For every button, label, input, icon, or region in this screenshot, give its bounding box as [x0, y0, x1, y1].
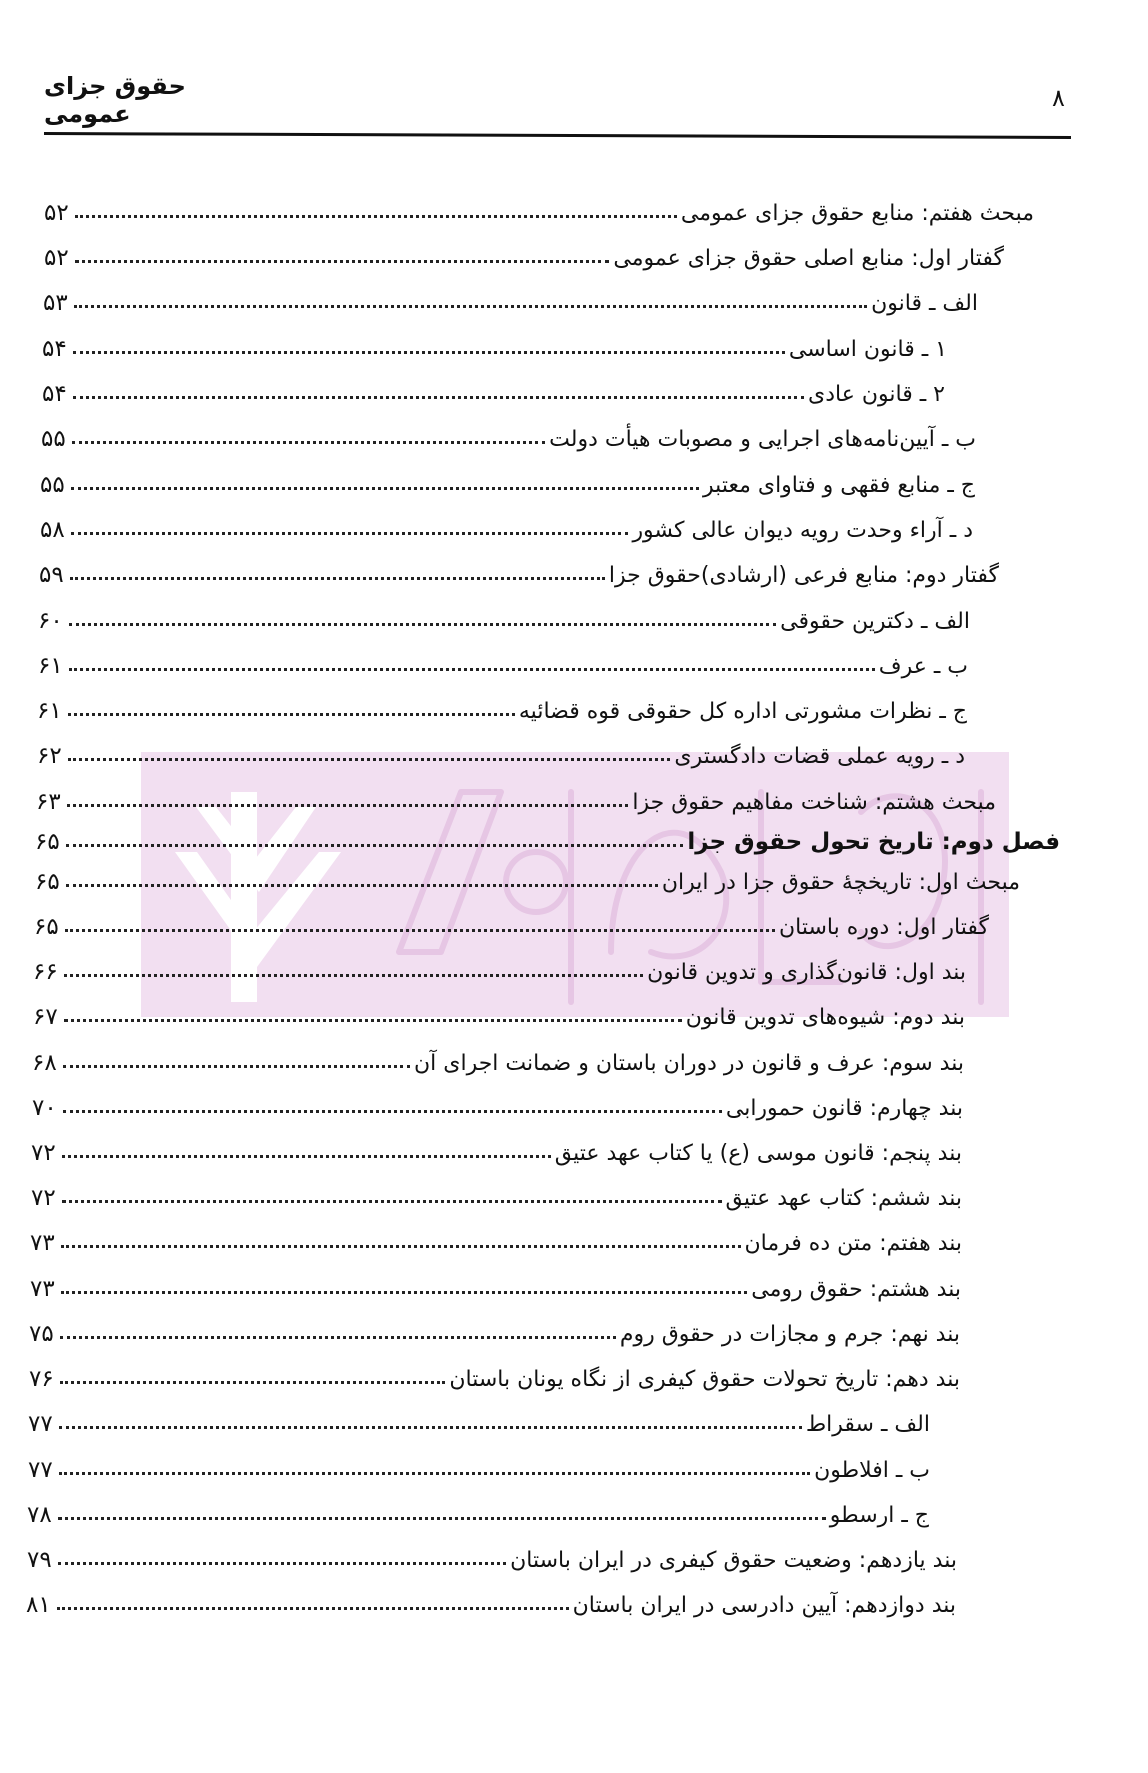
leader-dots: [61, 1245, 741, 1248]
leader-dots: [64, 974, 643, 977]
toc-entry[interactable]: [42, 322, 947, 362]
toc-entry[interactable]: [36, 775, 996, 815]
leader-dots: [72, 441, 545, 444]
toc-entry-label: د ـ رویه عملی قضات دادگستری: [674, 744, 965, 769]
toc-entry-label: گفتار اول: دوره باستان: [778, 915, 989, 940]
toc-page-number: ۵۴: [42, 381, 67, 407]
toc-page-number: ۷۵: [29, 1321, 54, 1347]
toc-page-number: ۶۲: [37, 743, 62, 769]
toc-entry-label: گفتار دوم: منابع فرعی (ارشادی)حقوق جزا: [608, 563, 999, 588]
toc-entry-label: بند هشتم: حقوق رومی: [751, 1277, 961, 1302]
leader-dots: [70, 577, 605, 580]
toc-page-number: ۷۲: [31, 1140, 56, 1166]
toc-page-number: ۶۵: [35, 829, 60, 855]
toc-entry-label: ب ـ آیین‌نامه‌های اجرایی و مصوبات هیأت دولت: [549, 427, 976, 452]
page-number: ۸: [1052, 84, 1065, 112]
leader-dots: [74, 305, 867, 308]
toc-entry-label: بند ششم: کتاب عهد عتیق: [725, 1186, 962, 1211]
toc-page-number: ۶۳: [36, 789, 61, 815]
toc-entry-label: بند سوم: عرف و قانون در دوران باستان و ضمانت اجرای آن: [413, 1051, 964, 1076]
leader-dots: [63, 1110, 722, 1113]
toc-entry-label: ج ـ ارسطو: [829, 1503, 929, 1528]
leader-dots: [65, 929, 775, 932]
toc-entry[interactable]: [43, 276, 978, 316]
toc-entry[interactable]: [40, 458, 975, 498]
leader-dots: [73, 351, 785, 354]
toc-entry-label: بند پنجم: قانون موسی (ع) یا کتاب عهد عتیق: [554, 1141, 962, 1166]
toc-entry-label: الف ـ سقراط: [805, 1412, 930, 1437]
toc-entry[interactable]: [32, 1081, 963, 1121]
leader-dots: [60, 1336, 616, 1339]
toc-page-number: ۷۸: [27, 1502, 52, 1528]
toc-page-number: ۵۸: [40, 517, 65, 543]
toc-entry-label: مبحث هفتم: منابع حقوق جزای عمومی: [680, 201, 1034, 226]
toc-entry[interactable]: [32, 1036, 964, 1076]
toc-entry-label: مبحث هشتم: شناخت مفاهیم حقوق جزا: [632, 790, 996, 815]
leader-dots: [64, 1019, 682, 1022]
toc-page-number: ۶۶: [33, 959, 58, 985]
toc-entry-label: ۱ ـ قانون اساسی: [788, 337, 947, 362]
leader-dots: [66, 844, 684, 847]
leader-dots: [60, 1381, 446, 1384]
toc-entry-label: بند هفتم: متن ده فرمان: [744, 1231, 962, 1256]
toc-entry-label: بند دهم: تاریخ تحولات حقوق کیفری از نگاه یونان باستان: [449, 1367, 960, 1392]
leader-dots: [68, 713, 515, 716]
toc-entry[interactable]: [41, 412, 976, 452]
toc-page-number: ۶۵: [35, 869, 60, 895]
toc-entry[interactable]: [44, 231, 1004, 271]
leader-dots: [73, 396, 804, 399]
leader-dots: [59, 1426, 802, 1429]
toc-entry[interactable]: [30, 1262, 961, 1302]
toc-entry-label: د ـ آراء وحدت رویه دیوان عالی کشور: [632, 518, 973, 543]
toc-entry[interactable]: [28, 1397, 930, 1437]
toc-page-number: ۷۲: [31, 1185, 56, 1211]
toc-entry-label: بند دوم: شیوه‌های تدوین قانون: [685, 1005, 965, 1030]
toc-entry[interactable]: [40, 503, 973, 543]
toc-entry[interactable]: [39, 548, 999, 588]
toc-page-number: ۶۸: [32, 1050, 57, 1076]
leader-dots: [71, 532, 629, 535]
leader-dots: [58, 1562, 506, 1565]
toc-chapter-entry[interactable]: [35, 815, 1060, 855]
leader-dots: [69, 623, 776, 626]
toc-entry[interactable]: [31, 1171, 962, 1211]
leader-dots: [63, 1065, 410, 1068]
toc-entry[interactable]: [30, 1216, 962, 1256]
toc-entry-label: بند یازدهم: وضعیت حقوق کیفری در ایران باستان: [510, 1548, 957, 1573]
toc-page-number: ۵۲: [44, 200, 69, 226]
toc-page-number: ۵۵: [40, 472, 65, 498]
leader-dots: [71, 487, 699, 490]
leader-dots: [75, 215, 677, 218]
leader-dots: [62, 1200, 722, 1203]
leader-dots: [62, 1155, 551, 1158]
toc-entry[interactable]: [38, 594, 970, 634]
toc-page-number: ۷۷: [28, 1457, 53, 1483]
toc-entry[interactable]: [31, 1126, 962, 1166]
toc-entry-label: بند دوازدهم: آیین دادرسی در ایران باستان: [572, 1593, 956, 1618]
leader-dots: [75, 260, 610, 263]
toc-entry[interactable]: [27, 1488, 929, 1528]
toc-entry-label: الف ـ دکترین حقوقی: [780, 609, 970, 634]
toc-page-number: ۶۰: [38, 608, 63, 634]
toc-entry[interactable]: [35, 855, 1020, 895]
toc-page-number: ۵۲: [44, 245, 69, 271]
toc-entry[interactable]: [44, 186, 1034, 226]
toc-entry[interactable]: [28, 1443, 930, 1483]
toc-entry-label: بند چهارم: قانون حمورابی: [725, 1096, 963, 1121]
toc-entry-label: الف ـ قانون: [871, 291, 978, 316]
leader-dots: [59, 1472, 810, 1475]
toc-entry-label: ج ـ منابع فقهی و فتاوای معتبر: [703, 473, 975, 498]
toc-entry[interactable]: [42, 367, 945, 407]
toc-page-number: ۷۶: [29, 1366, 54, 1392]
toc-page-number: ۶۵: [34, 914, 59, 940]
toc-entry[interactable]: [27, 1533, 957, 1573]
toc-entry[interactable]: [29, 1307, 960, 1347]
leader-dots: [61, 1291, 748, 1294]
toc-entry-label: گفتار اول: منابع اصلی حقوق جزای عمومی: [613, 246, 1004, 271]
toc-entry[interactable]: [29, 1352, 960, 1392]
toc-entry-label: مبحث اول: تاریخچهٔ حقوق جزا در ایران: [661, 870, 1020, 895]
leader-dots: [67, 804, 629, 807]
toc-page-number: ۷۷: [28, 1411, 53, 1437]
toc-entry-label: ب ـ افلاطون: [814, 1458, 930, 1483]
toc-entry-label: ۲ ـ قانون عادی: [808, 382, 945, 407]
toc-entry[interactable]: [33, 945, 966, 985]
toc-entry-label: بند نهم: جرم و مجازات در حقوق روم: [619, 1322, 960, 1347]
toc-entry[interactable]: [33, 990, 965, 1030]
toc-page-number: ۵۹: [39, 562, 64, 588]
toc-page-number: ۶۷: [33, 1004, 58, 1030]
toc-entry-label: فصل دوم: تاریخ تحول حقوق جزا: [687, 829, 1060, 855]
toc-entry-label: ب ـ عرف: [878, 654, 968, 679]
leader-dots: [68, 758, 671, 761]
toc-page-number: ۶۱: [37, 698, 62, 724]
toc-page-number: ۵۵: [41, 426, 66, 452]
toc-page-number: ۶۱: [38, 653, 63, 679]
leader-dots: [69, 668, 875, 671]
toc-page-number: ۷۹: [27, 1547, 52, 1573]
toc-entry-label: بند اول: قانون‌گذاری و تدوین قانون: [647, 960, 966, 985]
running-header-title: حقوق جزای عمومی: [44, 72, 186, 128]
toc-entry[interactable]: [26, 1578, 956, 1618]
toc-page-number: ۷۳: [30, 1230, 55, 1256]
toc-entry[interactable]: [34, 900, 989, 940]
toc-page-number: ۷۰: [32, 1095, 57, 1121]
toc-page-number: ۵۳: [43, 290, 68, 316]
toc-page-number: ۵۴: [42, 336, 67, 362]
toc-entry[interactable]: [37, 729, 965, 769]
toc-entry[interactable]: [37, 684, 967, 724]
leader-dots: [66, 884, 658, 887]
toc-entry[interactable]: [38, 639, 968, 679]
toc-page-number: ۸۱: [26, 1592, 51, 1618]
leader-dots: [58, 1517, 826, 1520]
toc-entry-label: ج ـ نظرات مشورتی اداره کل حقوقی قوه قضائیه: [518, 699, 967, 724]
leader-dots: [57, 1607, 569, 1610]
toc-page-number: ۷۳: [30, 1276, 55, 1302]
